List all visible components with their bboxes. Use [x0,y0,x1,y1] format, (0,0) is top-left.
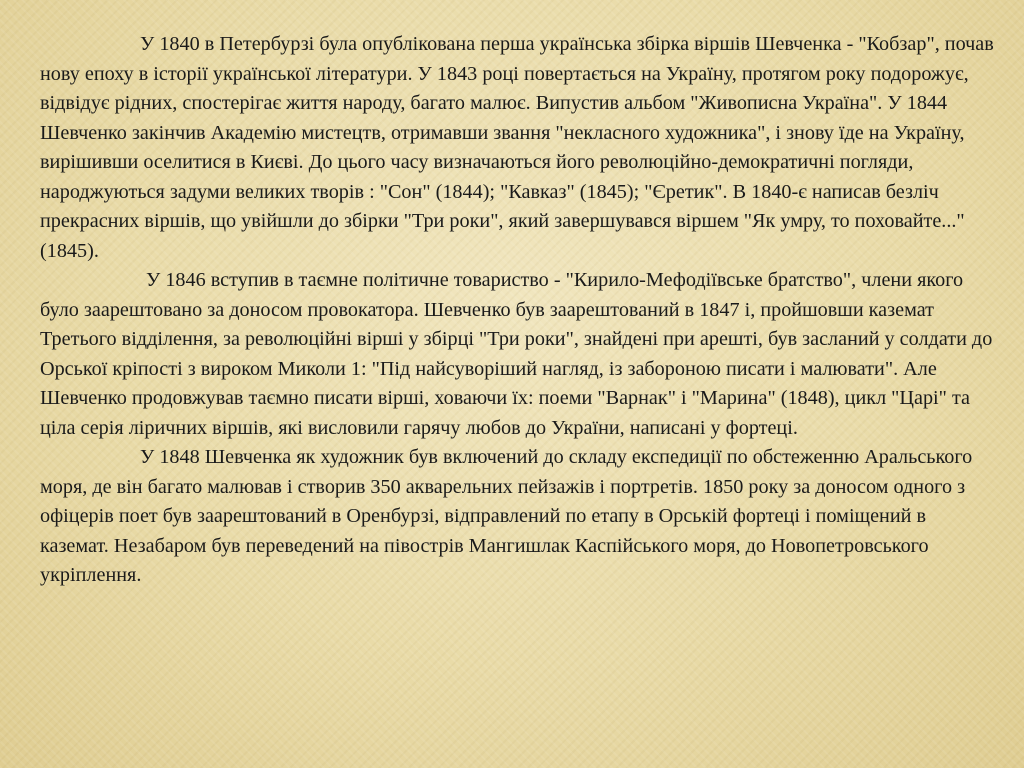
paragraph-3: У 1848 Шевченка як художник був включений до складу експедиції по обстеженню Аральського моря, де він багато малював і створив 350 акварельних пейзажів і портретів. 1850 року за доносом одного з офіцерів поет був заарештований в Оренбурзі, відправлений по етапу в Орській фортеці і поміщений в каземат. Незабаром був переведений на півострів Мангишлак Каспійського моря, до Новопетровського укріплення. [40,446,973,586]
paragraph-1: У 1840 в Петербурзі була опублікована перша українська збірка віршів Шевченка - "Кобзар", почав нову епоху в історії української літератури. У 1843 році повертається на Україну, протягом року подорожує, відвідує рідних, спостерігає життя народу, багато малює. Випустив альбом "Живописна Україна". У 1844 Шевченко закінчив Академію мистецтв, отримавши звання "некласного художника", і знову їде на Україну, вирішивши оселитися в Києві. До цього часу визначаються його революційно-демократичні погляди, народжуються задуми великих творів : "Сон" (1844); "Кавказ" (1845); "Єретик". В 1840-є написав безліч прекрасних віршів, що увійшли до збірки "Три роки", який завершувався віршем "Як умру, то поховайте..." (1845). [40,33,994,262]
paragraph-2: У 1846 вступив в таємне політичне товариство - "Кирило-Мефодіївське братство", члени якого було заарештовано за доносом провокатора. Шевченко був заарештований в 1847 і, пройшовши каземат Третього відділення, за революційні вірші у збірці "Три роки", знайдені при арешті, був засланий у солдати до Орської кріпості з вироком Миколи 1: "Під найсуворіший нагляд, із забороною писати і малювати". Але Шевченко продовжував таємно писати вірші, ховаючи їх: поеми "Варнак" і "Марина" (1848), цикл "Царі" та ціла серія ліричних віршів, які висловили гарячу любов до України, написані у фортеці. [40,269,993,439]
text-body [40,30,995,591]
